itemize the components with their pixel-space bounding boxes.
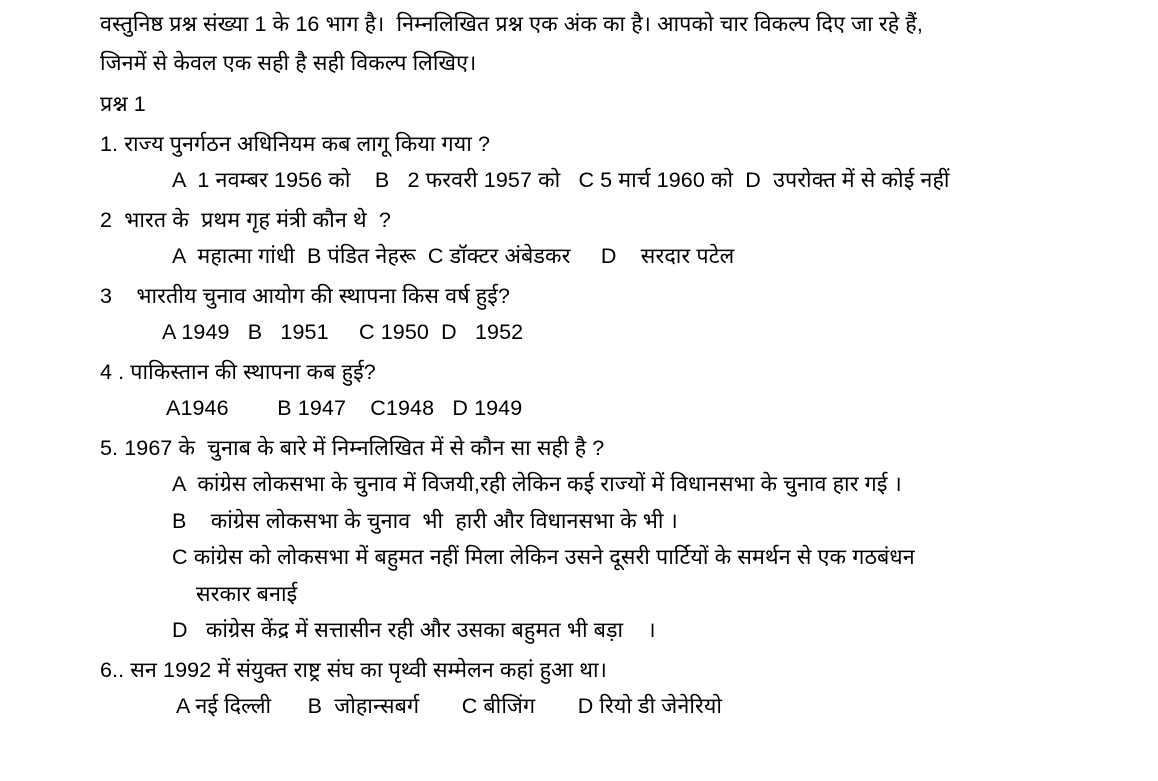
question-5-option-c: C कांग्रेस को लोकसभा में बहुमत नहीं मिला लेकिन उसने दूसरी पार्टियों के समर्थन से एक गठबंधन [172, 545, 915, 569]
section-label: प्रश्न 1 [100, 92, 146, 116]
question-5-text: 5. 1967 के चुनाब के बारे में निम्नलिखित में से कौन सा सही है ? [100, 435, 605, 460]
question-6-text: 6.. सन 1992 में संयुक्त राष्ट्र संघ का पृथ्वी सम्मेलन कहां हुआ था। [100, 657, 607, 682]
question-1-text: 1. राज्य पुनर्गठन अधिनियम कब लागू किया गया ? [100, 131, 491, 156]
question-2 [100, 207, 1136, 268]
question-5-option-a: A कांग्रेस लोकसभा के चुनाव में विजयी,रही लेकिन कई राज्यों में विधानसभा के चुनाव हार गई । [172, 472, 902, 496]
question-4-text: 4 . पाकिस्तान की स्थापना कब हुई? [100, 359, 376, 384]
question-5-option-c-cont: सरकार बनाई [196, 581, 298, 606]
question-3-options: A 1949 B 1951 C 1950 D 1952 [162, 320, 524, 344]
intro-paragraph [100, 14, 1136, 74]
question-3 [100, 283, 1136, 344]
question-5-option-b: B कांग्रेस लोकसभा के चुनाव भी हारी और विधानसभा के भी । [172, 508, 678, 533]
question-6-options: A नई दिल्ली B जोहान्सबर्ग C बीजिंग D रियो डी जेनेरियो [176, 694, 722, 718]
question-5 [100, 435, 1136, 642]
question-5-option-d: D कांग्रेस केंद्र में सत्तासीन रही और उसका बहुमत भी बड़ा । [172, 618, 656, 642]
intro-line-2: जिनमें से केवल एक सही है सही विकल्प लिखिए। [100, 50, 477, 75]
question-2-options: A महात्मा गांधी B पंडित नेहरू C डॉक्टर अंबेडकर D सरदार पटेल [172, 244, 735, 268]
question-6 [100, 657, 1136, 718]
question-1-options: A 1 नवम्बर 1956 को B 2 फरवरी 1957 को C 5 मार्च 1960 को D उपरोक्त में से कोई नहीं [172, 168, 950, 192]
question-4-options: A1946 B 1947 C1948 D 1949 [166, 396, 523, 420]
question-4 [100, 359, 1136, 420]
intro-line-1: वस्तुनिष्ठ प्रश्न संख्या 1 के 16 भाग है। निम्नलिखित प्रश्न एक अंक का है। आपको चार विकल्प दिए जा रहे हैं, [100, 12, 923, 36]
question-1 [100, 131, 1136, 192]
question-2-text: 2 भारत के प्रथम गृह मंत्री कौन थे ? [100, 207, 391, 232]
question-3-text: 3 भारतीय चुनाव आयोग की स्थापना किस वर्ष हुई? [100, 283, 511, 308]
